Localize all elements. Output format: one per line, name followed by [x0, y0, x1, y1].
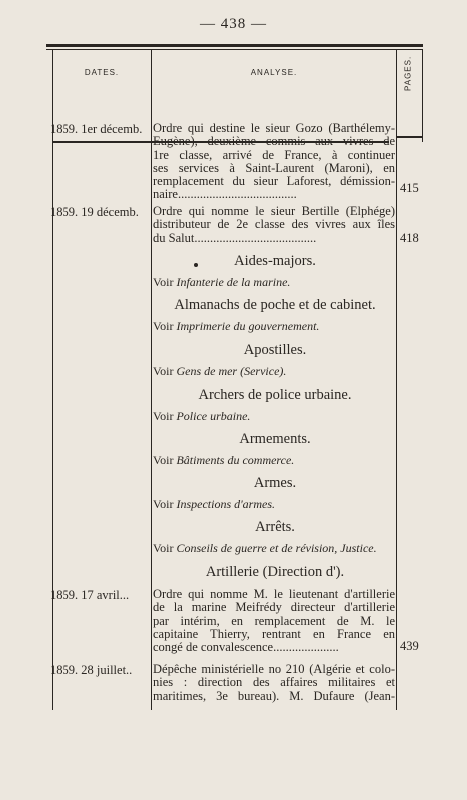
left-border — [52, 50, 53, 710]
section-heading: Archers de police urbaine. — [198, 387, 352, 403]
entry-line: congé de convalescence..................... — [153, 640, 339, 655]
voir-label: Voir — [153, 364, 174, 378]
entry-line: Ordre qui destine le sieur Gozo (Barthélemy- — [153, 121, 395, 135]
entry-text — [153, 663, 395, 703]
entry-line: 1re classe, arrivé de France, à continuer — [153, 147, 395, 162]
section-heading: Artillerie (Direction d'). — [205, 564, 345, 580]
entry-date: 1859. 28 juillet.. — [50, 663, 133, 677]
voir-label: Voir — [153, 453, 174, 467]
entry-line: maritimes, 3e bureau). M. Dufaure (Jean- — [153, 688, 395, 703]
entry-text — [153, 588, 395, 654]
voir-label: Voir — [153, 409, 174, 423]
entry-line: par intérim, en remplacement de M. le — [153, 613, 395, 628]
entry-page: 418 — [400, 231, 419, 245]
voir-label: Voir — [153, 319, 174, 333]
entry-text — [153, 122, 395, 202]
see-also-reference — [153, 541, 377, 556]
see-also-reference — [153, 364, 286, 379]
pages-column-header: PAGES. — [403, 55, 413, 91]
see-also-reference — [153, 275, 290, 290]
entry-line: Ordre qui nomme M. le lieutenant d'artillerie — [153, 587, 395, 601]
see-also-reference — [153, 319, 319, 334]
entry-date: 1859. 17 avril... — [50, 588, 130, 602]
entry-line: capitaine Thierry, rentrant en France en — [153, 626, 395, 641]
entry-line: naire...................................... — [153, 187, 297, 202]
top-rule — [46, 44, 423, 47]
reference-link: Imprimerie du gouvernement. — [176, 319, 320, 333]
see-also-reference — [153, 497, 275, 512]
voir-label: Voir — [153, 541, 174, 555]
entry-line: Ordre qui nomme le sieur Bertille (Elphége) — [153, 204, 395, 218]
voir-label: Voir — [153, 497, 174, 511]
entry-date: 1859. 19 décemb. — [50, 205, 139, 219]
reference-link: Bâtiments du commerce. — [176, 453, 295, 467]
ink-speck — [194, 263, 198, 267]
section-heading: Armements. — [239, 431, 311, 447]
pages-column-divider — [396, 50, 397, 710]
reference-link: Conseils de guerre et de révision, Justice. — [176, 541, 377, 555]
section-heading: Aides-majors. — [234, 253, 316, 269]
entry-date: 1859. 1er décemb. — [50, 122, 143, 136]
entry-page: 415 — [400, 181, 419, 195]
page-number: — 438 — — [200, 16, 267, 32]
reference-link: Police urbaine. — [176, 409, 251, 423]
entry-line: Eugène), deuxième commis aux vivres de — [153, 134, 395, 149]
pages-header-rule — [396, 136, 422, 138]
entry-line: nies : direction des affaires militaires et — [153, 675, 395, 690]
reference-link: Infanterie de la marine. — [176, 275, 291, 289]
dates-column-divider — [151, 50, 152, 710]
entry-line: ses services à Saint-Laurent (Maroni), en — [153, 160, 395, 175]
entry-line: distributeur de 2e classe des vivres aux îles — [153, 217, 395, 232]
analyse-column-header: ANALYSE. — [250, 68, 298, 77]
entry-line: Dépêche ministérielle no 210 (Algérie et colo- — [153, 662, 395, 676]
reference-link: Gens de mer (Service). — [176, 364, 287, 378]
top-rule-thin — [46, 49, 423, 50]
entry-line: remplacement du sieur Laforest, démission- — [153, 174, 395, 189]
entry-page: 439 — [400, 639, 419, 653]
dates-column-header: DATES. — [84, 68, 120, 77]
entry-line: de la marine Meifrédy directeur d'artillerie — [153, 600, 395, 615]
see-also-reference — [153, 453, 294, 468]
section-heading: Arrêts. — [255, 519, 295, 535]
section-heading: Almanachs de poche et de cabinet. — [174, 297, 376, 313]
reference-link: Inspections d'armes. — [176, 497, 276, 511]
voir-label: Voir — [153, 275, 174, 289]
section-heading: Apostilles. — [243, 342, 307, 358]
section-heading: Armes. — [253, 475, 297, 491]
see-also-reference — [153, 409, 250, 424]
entry-text — [153, 205, 395, 245]
entry-line: du Salut....................................... — [153, 230, 317, 245]
right-border — [422, 50, 423, 142]
